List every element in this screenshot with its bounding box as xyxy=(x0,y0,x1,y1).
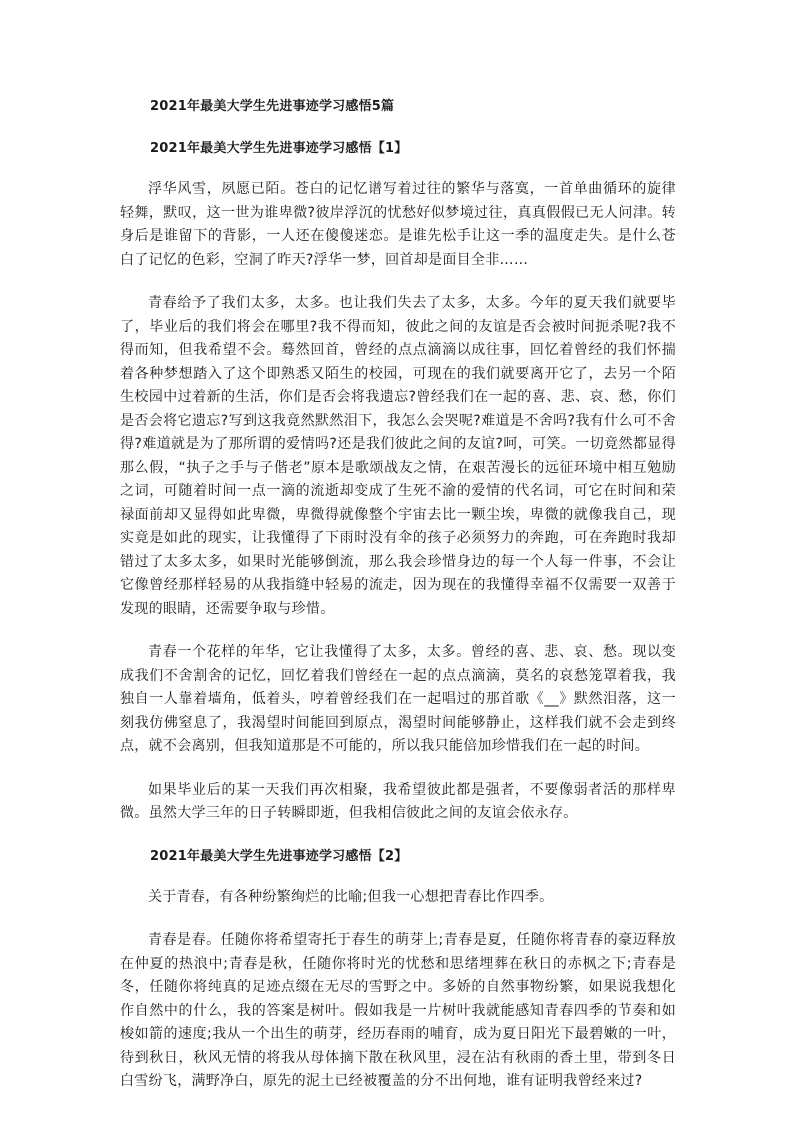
paragraph: 浮华风雪，夙愿已陌。苍白的记忆谱写着过往的繁华与落寞，一首单曲循环的旋律轻舞，默叹，这一世为谁卑微?彼岸浮沉的忧愁好似梦境过往，真真假假已无人问津。转身后是谁留下的背影，一人还在傻傻迷恋。是谁先松手让这一季的温度走失。是什么苍白了记忆的色彩，空洞了昨天?浮华一梦，回首却是面目全非…… xyxy=(120,181,676,268)
paragraph: 关于青春，有各种纷繁绚烂的比喻;但我一心想把青春比作四季。 xyxy=(148,888,554,905)
paragraph: 如果毕业后的某一天我们再次相聚，我希望彼此都是强者，不要像弱者活的那样卑微。虽然大学三年的日子转瞬即逝，但我相信彼此之间的友谊会依永存。 xyxy=(120,781,676,821)
document-page xyxy=(120,96,676,1114)
paragraph: 青春是春。任随你将希望寄托于春生的萌芽上;青春是夏，任随你将青春的豪迈释放在仲夏的热浪中;青春是秋，任随你将时光的忧愁和思绪埋葬在秋日的赤枫之下;青春是冬，任随你将纯真的足迹点缀在无尽的雪野之中。多娇的自然事物纷繁，如果说我想化作自然中的什么，我的答案是树叶。假如我是一片树叶我就能感知青春四季的节奏和如梭如箭的速度;我从一个出生的萌芽，经历春雨的哺育，成为夏日阳光下最碧嫩的一叶，待到秋日，秋风无情的将我从母体摘下散在秋风里，浸在沾有秋雨的香土里，带到冬日白雪纷飞，满野净白，原先的泥土已经被覆盖的分不出何地，谁有证明我曾经来过? xyxy=(120,932,676,1089)
section-2-heading: 2021年最美大学生先进事迹学习感悟【2】 xyxy=(150,848,408,864)
section-1-heading: 2021年最美大学生先进事迹学习感悟【1】 xyxy=(150,141,408,156)
document-title: 2021年最美大学生先进事迹学习感悟5篇 xyxy=(150,99,395,114)
paragraph: 青春给予了我们太多，太多。也让我们失去了太多，太多。今年的夏天我们就要毕了，毕业后的我们将会在哪里?我不得而知，彼此之间的友谊是否会被时间扼杀呢?我不得而知，但我希望不会。蓦然回首，曾经的点点滴滴以成往事，回忆着曾经的我们怀揣着各种梦想踏入了这个即熟悉又陌生的校园，可现在的我们就要离开它了，去另一个陌生校园中过着新的生活，你们是否会将我遗忘?曾经我们在一起的喜、悲、哀、愁，你们是否会将它遗忘?写到这我竟然默然泪下，我怎么会哭呢?难道是不舍吗?我有什么可不舍得?难道就是为了那所谓的爱情吗?还是我们彼此之间的友谊?呵，可笑。一切竟然都显得那么假，“执子之手与子偕老”原本是歌颂战友之情，在艰苦漫长的远征环境中相互勉励之词，可随着时间一点一滴的流逝却变成了生死不渝的爱情的代名词，可它在时间和荣禄面前却又显得如此卑微，卑微得就像整个宇宙去比一颗尘埃，卑微的就像我自己，现实竟是如此的现实，让我懂得了下雨时没有伞的孩子必须努力的奔跑，可在奔跑时我却错过了太多太多，如果时光能够倒流，那么我会珍惜身边的每一个人每一件事，不会让它像曾经那样轻易的从我指缝中轻易的流走，因为现在的我懂得幸福不仅需要一双善于发现的眼睛，还需要争取与珍惜。 xyxy=(120,295,676,617)
paragraph: 青春一个花样的年华，它让我懂得了太多，太多。曾经的喜、悲、哀、愁。现以变成我们不舍割舍的记忆，回忆着我们曾经在一起的点点滴滴，莫名的哀愁笼罩着我，我独自一人靠着墙角，低着头，哼着曾经我们在一起唱过的那首歌《__》默然泪落，这一刻我仿佛窒息了，我渴望时间能回到原点，渴望时间能够静止，这样我们就不会走到终点，就不会离别，但我知道那是不可能的，所以我只能倍加珍惜我们在一起的时间。 xyxy=(120,644,676,754)
